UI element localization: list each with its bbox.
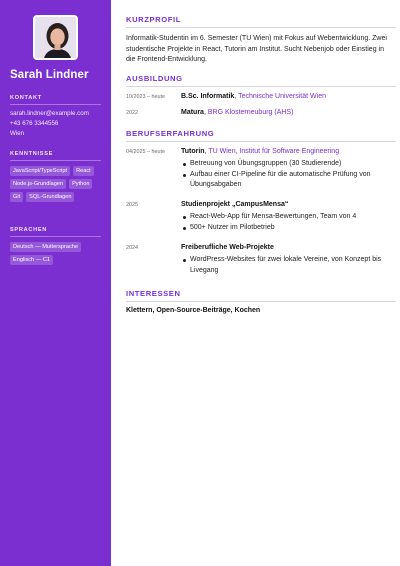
contact-email[interactable]: sarah.lindner@example.com xyxy=(10,110,89,117)
skills-list xyxy=(10,166,104,202)
entry-title: Studienprojekt „CampusMensa“ xyxy=(181,201,289,208)
entry-date: 04/2025 – heute xyxy=(126,149,165,155)
languages-list xyxy=(10,242,104,265)
skill-tag: SQL-Grundlagen xyxy=(26,192,74,202)
bullet-list xyxy=(181,159,396,191)
entry-title: Matura, BRG Klosterneuburg (AHS) xyxy=(181,109,294,116)
section-title-berufserfahrung: BERUFSERFAHRUNG xyxy=(126,129,396,142)
bullet-list xyxy=(181,212,396,233)
portrait-image xyxy=(35,17,78,60)
profile-photo xyxy=(33,15,78,60)
entry-date: 2022 xyxy=(126,110,138,116)
contact-heading: KONTAKT xyxy=(10,95,42,101)
section-title-interessen: INTERESSEN xyxy=(126,289,396,302)
sidebar xyxy=(0,0,111,566)
languages-heading: SPRACHEN xyxy=(10,227,47,233)
bullet-item: Aufbau einer CI-Pipeline für die automatische Prüfung von Übungsabgaben xyxy=(181,170,396,191)
entry-date: 2025 xyxy=(126,202,138,208)
contact-city: Wien xyxy=(10,130,25,137)
contact-phone[interactable]: +43 676 3344556 xyxy=(10,120,59,127)
skill-tag: JavaScript/TypeScript xyxy=(10,166,70,176)
person-name: Sarah Lindner xyxy=(10,69,89,81)
language-tag: Englisch — C1 xyxy=(10,255,53,265)
entry-title: Freiberufliche Web-Projekte xyxy=(181,244,274,251)
entry-title: Tutorin, TU Wien, Institut für Software Engineering xyxy=(181,148,340,155)
bullet-item: React-Web-App für Mensa-Bewertungen, Team von 4 xyxy=(181,212,396,223)
skill-tag: Git xyxy=(10,192,23,202)
entry-title: B.Sc. Informatik, Technische Universität Wien xyxy=(181,93,326,100)
profile-summary: Informatik-Studentin im 6. Semester (TU Wien) mit Fokus auf Webentwicklung. Zwei studentische Projekte in React, Tutorin am Institut. Sucht Nebenjob oder Einstieg in die Frontend-Entwicklung. xyxy=(126,35,387,63)
divider xyxy=(10,236,101,237)
skill-tag: Python xyxy=(69,179,92,189)
language-tag: Deutsch — Muttersprache xyxy=(10,242,81,252)
section-title-kurzprofil: KURZPROFIL xyxy=(126,15,396,28)
interests-text: Klettern, Open-Source-Beiträge, Kochen xyxy=(126,307,261,314)
entry-date: 2024 xyxy=(126,245,138,251)
skill-tag: React xyxy=(73,166,94,176)
main-content xyxy=(111,0,400,566)
section-title-ausbildung: AUSBILDUNG xyxy=(126,74,396,87)
bullet-item: Betreuung von Übungsgruppen (30 Studierende) xyxy=(181,159,396,170)
entry-date: 10/2023 – heute xyxy=(126,94,165,100)
skills-heading: KENNTNISSE xyxy=(10,151,54,157)
divider xyxy=(10,104,101,105)
skill-tag: Node.js-Grundlagen xyxy=(10,179,66,189)
divider xyxy=(10,160,101,161)
bullet-item: 500+ Nutzer im Pilotbetrieb xyxy=(181,223,396,234)
bullet-list xyxy=(181,255,396,276)
bullet-item: WordPress-Websites für zwei lokale Vereine, von Konzept bis Livegang xyxy=(181,255,396,276)
